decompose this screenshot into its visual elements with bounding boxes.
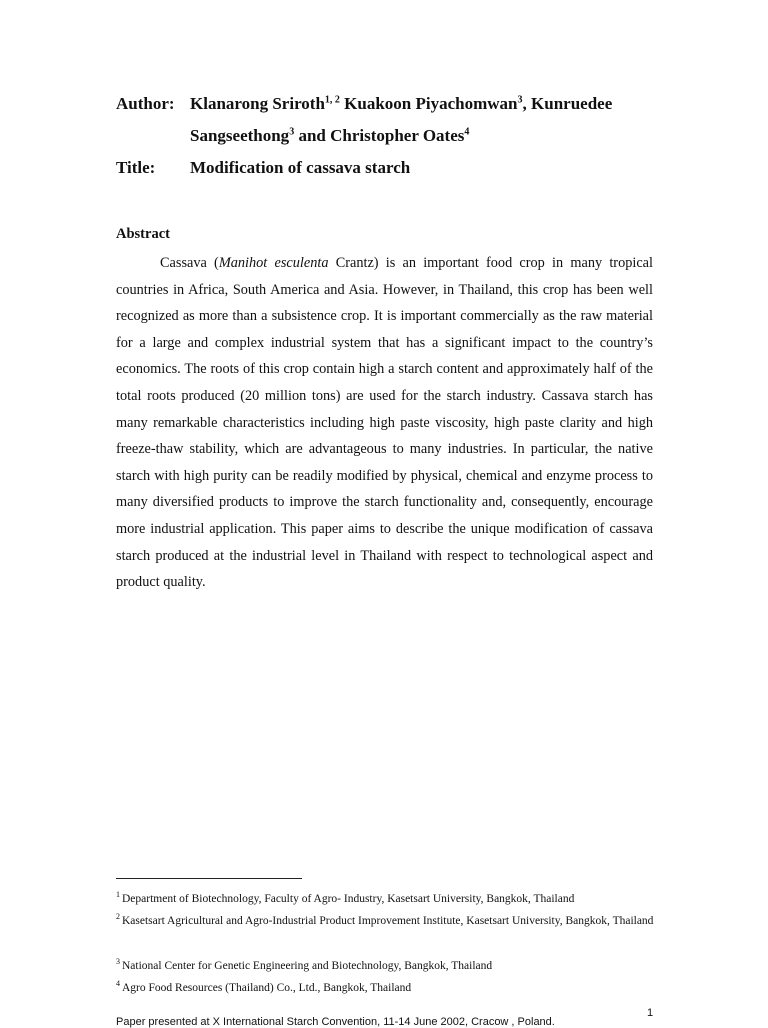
author-affiliation-sup: 3 <box>289 126 295 138</box>
species-name: Manihot esculenta <box>218 255 329 271</box>
author-name: and Christopher Oates <box>294 126 465 145</box>
footnote-number: 2 <box>116 912 120 922</box>
author-name: Klanarong Sriroth <box>190 94 325 113</box>
footnote-text: Agro Food Resources (Thailand) Co., Ltd., Bangkok, Thailand <box>122 982 412 994</box>
abstract-body <box>116 250 653 596</box>
footnote-number: 4 <box>116 979 120 989</box>
author-line-2 <box>190 126 469 146</box>
author-name: Kuakoon Piyachomwan <box>344 94 518 113</box>
footnote-3 <box>116 955 656 977</box>
abstract-heading: Abstract <box>116 226 170 242</box>
footnote-text: Department of Biotechnology, Faculty of Agro- Industry, Kasetsart University, Bangkok, Thailand <box>122 893 575 905</box>
conference-footer: Paper presented at X International Starch Convention, 11-14 June 2002, Cracow , Poland. <box>116 1016 555 1028</box>
author-name: Sangseethong <box>190 126 290 145</box>
footnote-4 <box>116 977 656 999</box>
footnote-number: 1 <box>116 890 120 900</box>
abstract-text: Crantz) is an important food crop in many tropical countries in Africa, South America and Asia. However, in Thailand, this crop has been well recognized as more than a subsistence crop. It is important commercially as the raw material for a large and complex industrial system that has a significant impact to the country’s economics. The roots of this crop contain high a starch content and approximately half of the total roots produced (20 million tons) are used for the starch industry. Cassava starch has many remarkable characteristics including high paste viscosity, high paste clarity and high freeze-thaw stability, which are advantageous to many industries. In particular, the native starch with high purity can be readily modified by physical, chemical and enzyme process to many diversified products to improve the starch functionality and, consequently, encourage more industrial application. This paper aims to describe the unique modification of cassava starch produced at the industrial level in Thailand with respect to technological aspect and product quality. <box>116 255 654 591</box>
author-label: Author: <box>116 94 175 113</box>
footnote-divider <box>116 878 302 879</box>
footnote-1 <box>116 888 656 910</box>
title-label: Title: <box>116 158 156 177</box>
author-line-1 <box>190 94 612 114</box>
footnote-text: National Center for Genetic Engineering and Biotechnology, Bangkok, Thailand <box>122 960 493 972</box>
author-affiliation-sup: 3 <box>517 94 523 106</box>
footnote-2 <box>116 910 656 932</box>
footnote-number: 3 <box>116 957 120 967</box>
author-affiliation-sup: 1, 2 <box>324 94 340 106</box>
paper-title: Modification of cassava starch <box>190 158 411 177</box>
footnote-text: Kasetsart Agricultural and Agro-Industrial Product Improvement Institute, Kasetsart University, Bangkok, Thailand <box>122 915 654 927</box>
author-affiliation-sup: 4 <box>464 126 470 138</box>
abstract-intro: Cassava ( <box>160 255 219 271</box>
page-number: 1 <box>647 1007 654 1019</box>
author-name: , Kunruedee <box>522 94 613 113</box>
